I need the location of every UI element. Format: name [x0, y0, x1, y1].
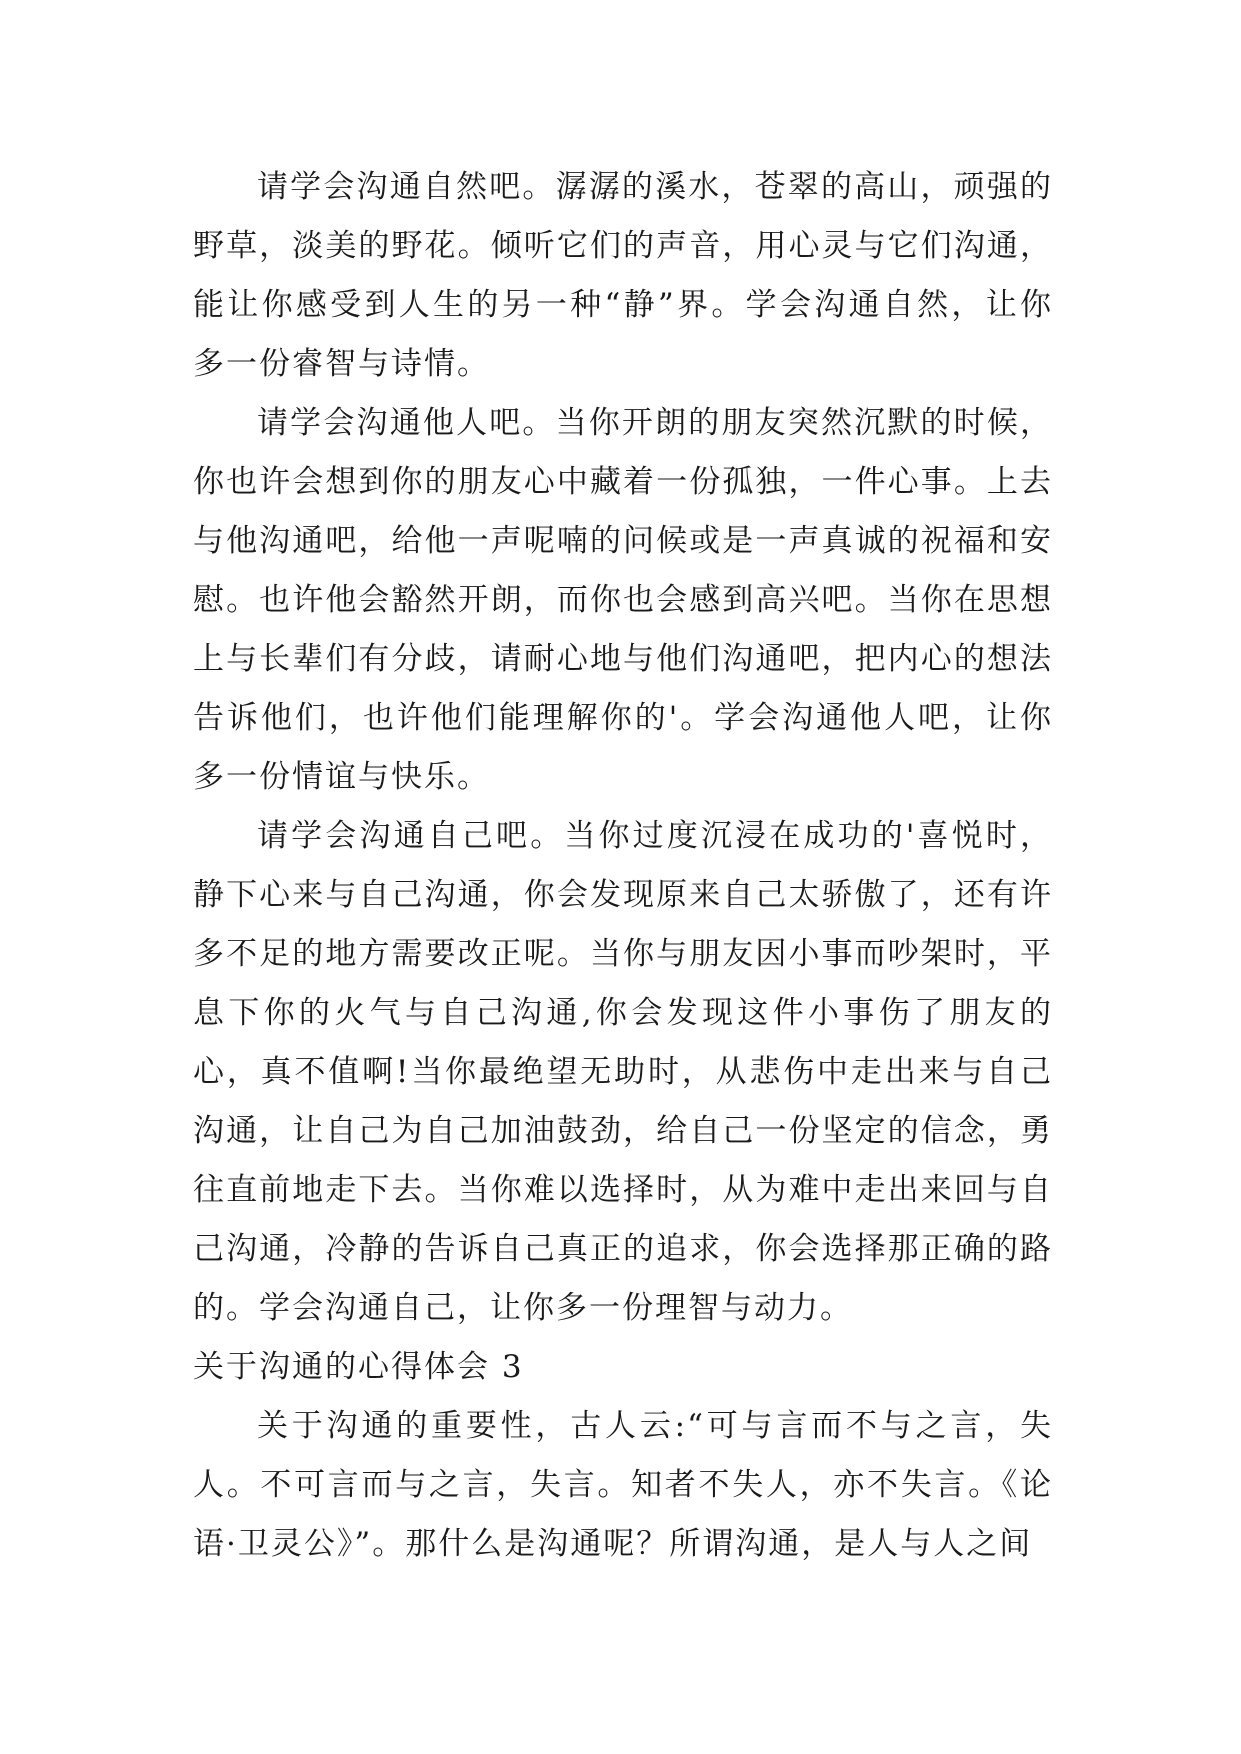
- paragraph-communicate-self: 请学会沟通自己吧。当你过度沉浸在成功的'喜悦时，静下心来与自己沟通，你会发现原来自己太骄傲了，还有许多不足的地方需要改正呢。当你与朋友因小事而吵架时，平息下你的火气与自己沟通,你会发现这件小事伤了朋友的心，真不值啊!当你最绝望无助时，从悲伤中走出来与自己沟通，让自己为自己加油鼓劲，给自己一份坚定的信念，勇往直前地走下去。当你难以选择时，从为难中走出来回与自己沟通，冷静的告诉自己真正的追求，你会选择那正确的路的。学会沟通自己，让你多一份理智与动力。: [193, 818, 1053, 1326]
- paragraph-communicate-nature: 请学会沟通自然吧。潺潺的溪水，苍翠的高山，顽强的野草，淡美的野花。倾听它们的声音，用心灵与它们沟通，能让你感受到人生的另一种“静”界。学会沟通自然，让你多一份睿智与诗情。: [193, 169, 1053, 382]
- paragraph-communicate-others: 请学会沟通他人吧。当你开朗的朋友突然沉默的时候，你也许会想到你的朋友心中藏着一份孤独，一件心事。上去与他沟通吧，给他一声呢喃的问候或是一声真诚的祝福和安慰。也许他会豁然开朗，而你也会感到高兴吧。当你在思想上与长辈们有分歧，请耐心地与他们沟通吧，把内心的想法告诉他们，也许他们能理解你的'。学会沟通他人吧，让你多一份情谊与快乐。: [193, 405, 1053, 795]
- section-heading: 关于沟通的心得体会 3: [193, 1349, 524, 1385]
- document-body: [193, 158, 1053, 1574]
- paragraph-importance-of-communication: 关于沟通的重要性，古人云:“可与言而不与之言，失人。不可言而与之言，失言。知者不失人，亦不失言。《论语·卫灵公》”。那什么是沟通呢？所谓沟通，是人与人之间: [193, 1408, 1053, 1562]
